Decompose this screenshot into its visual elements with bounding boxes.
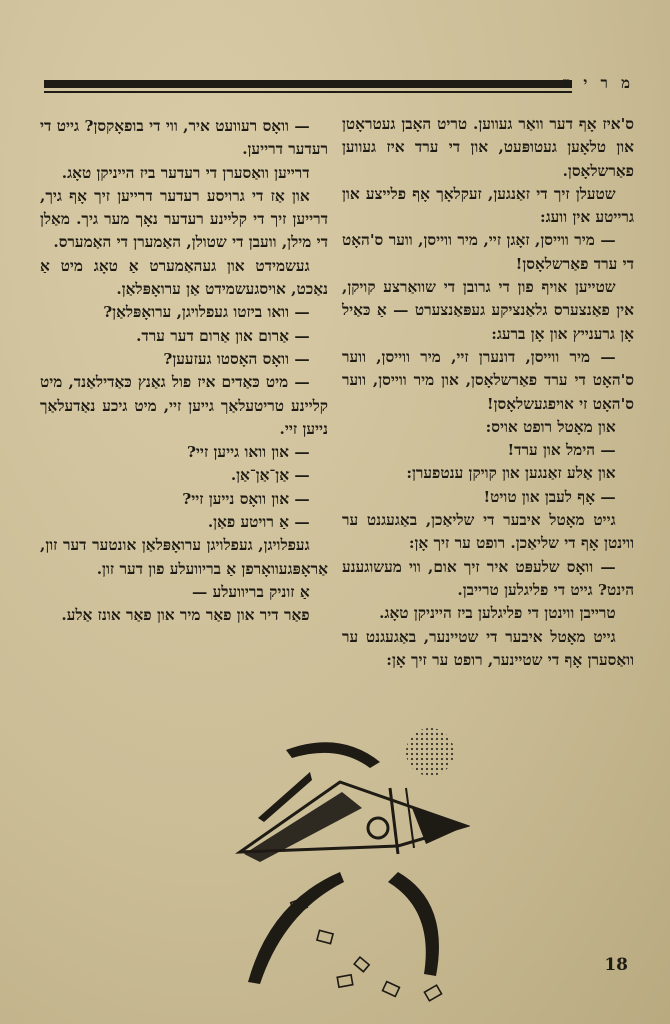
paragraph: — מיר ווייסן, זאָגן זיי, מיר ווייסן, ווער ס'האָט די ערד פאַרשלאָסן! xyxy=(342,231,634,273)
paragraph: — וואו ביזטו געפלויגן, ערואָפּלאַן? xyxy=(103,303,310,322)
paragraph: פאַר דיר און פאַר מיר און פאַר אונז אַלע. xyxy=(61,606,310,625)
propeller-line-shape xyxy=(390,788,398,854)
propeller-ring-shape xyxy=(368,818,388,838)
page-number: 18 xyxy=(604,955,628,975)
paragraph: — וואָס האָסטו געזעען? xyxy=(163,349,310,368)
paragraph: — אַן־אַן־אַן. xyxy=(230,466,310,485)
paragraph: דרייען וואַסערן די רעדער ביז הייניקן טאָג. xyxy=(61,163,310,182)
paragraph: און מאָטל רופט אויס: xyxy=(485,417,616,436)
paragraph: — הימל און ערד! xyxy=(507,441,616,460)
right-text-column xyxy=(342,113,634,672)
paragraph: — מיט כּאַדים איז פול גאַנץ כּאַדילאַנד, מיט קליינע טריטעלאַך גייען זיי, מיט גיכע נאַדעלאַך נייען זיי. xyxy=(40,373,328,438)
paragraph: — אַ רויטע פאַן. xyxy=(207,513,310,532)
paragraph: ס'איז אָף דער וואַר געווען. טריט האָבן געטראָטן און טלאָען געטופּעט, און די ערד איז געווען פאַרשלאָסן. xyxy=(342,115,634,180)
constructivist-airplane-illustration xyxy=(230,722,470,1010)
paragraph: אַ זוניק בריוועלע — xyxy=(192,582,310,601)
paragraph: געשמידט און געהאַמערט אַ טאָג מיט אַ נאַכט, אויסגעשמידט אַן ערואָפּלאַן. xyxy=(40,256,328,299)
paragraph: שטייען אויף פון די גרובן די שוואַרצע קויקן, אין פאַנצערס גלאַנציקע געפּאַנצערט — אַ כּאַיל אָן גרענייץ און אָן ברעג: xyxy=(342,278,634,343)
header-thin-rule xyxy=(44,91,572,93)
paragraph: גייט מאָטל איבער די שליאַכן, באַגעגנט ער ווינטן אָף די שליאַכן. רופט ער זיך אָן: xyxy=(342,511,634,553)
paragraph: און אַלע זאַנגען און קויקן ענטפערן: xyxy=(406,464,616,483)
paragraph: און אַז די גרויסע רעדער דרייען זיך אָף גיך, דרייען זיך די קליינע רעדער נאָך מער גיך. מאַלן די מילן, וועבן די שטולן, האַמערן די האַמערס. xyxy=(40,186,328,252)
paragraph: — אַרום און אַרום דער ערד. xyxy=(136,326,310,345)
running-title: מ ר י ד xyxy=(562,74,634,92)
arc-stroke-shape xyxy=(286,742,380,768)
paragraph: — אָף לעבן און טויט! xyxy=(483,487,616,506)
paragraph: — און וואו גייען זיי? xyxy=(186,443,310,462)
airplane-body-shape xyxy=(244,792,362,862)
paragraph: — וואָס שלעפּט איר זיך אום, ווי מעשוגענע הינט? גייט די פליגלען טרייבן. xyxy=(342,557,634,599)
paragraph: געפלויגן, געפלויגן ערואָפּלאַן אונטער דער זון, אַראָפּגעוואָרפן אַ בריוועלע פון דער זון. xyxy=(40,536,328,578)
header-thick-rule xyxy=(44,80,572,88)
left-text-column xyxy=(40,115,328,628)
paragraph: שטעלן זיך די זאַנגען, זעקלאָך אָף פלייצע און גרייטע אין וועג: xyxy=(342,184,634,227)
paragraph: — מיר ווייסן, דונערן זיי, מיר ווייסן, ווער ס'האָט די ערד פאַרשלאָסן, און מיר ווייסן, ווער ס'האָט זי אויפגעשלאָסן! xyxy=(342,347,634,413)
paragraph: טרייבן ווינטן די פליגלען ביז הייניקן טאָג. xyxy=(379,604,616,623)
diagonal-bar-shape xyxy=(258,772,312,822)
paragraph: — וואָס רעוועט איר, ווי די בופאָקסן? גייט די רעדער דרייען. xyxy=(40,117,328,159)
propeller-line-shape xyxy=(406,788,414,848)
paragraph: גייט מאָטל איבער די שטיינער, באַגעגנט ער וואַסערן אָף די שטיינער, רופט ער זיך אָן: xyxy=(342,627,634,669)
paragraph: — און וואָס נייען זיי? xyxy=(182,489,310,508)
dotted-sun-shape xyxy=(406,728,454,776)
curved-stroke-shape xyxy=(388,872,439,976)
curved-stroke-shape xyxy=(248,872,344,984)
page-header xyxy=(44,74,634,100)
